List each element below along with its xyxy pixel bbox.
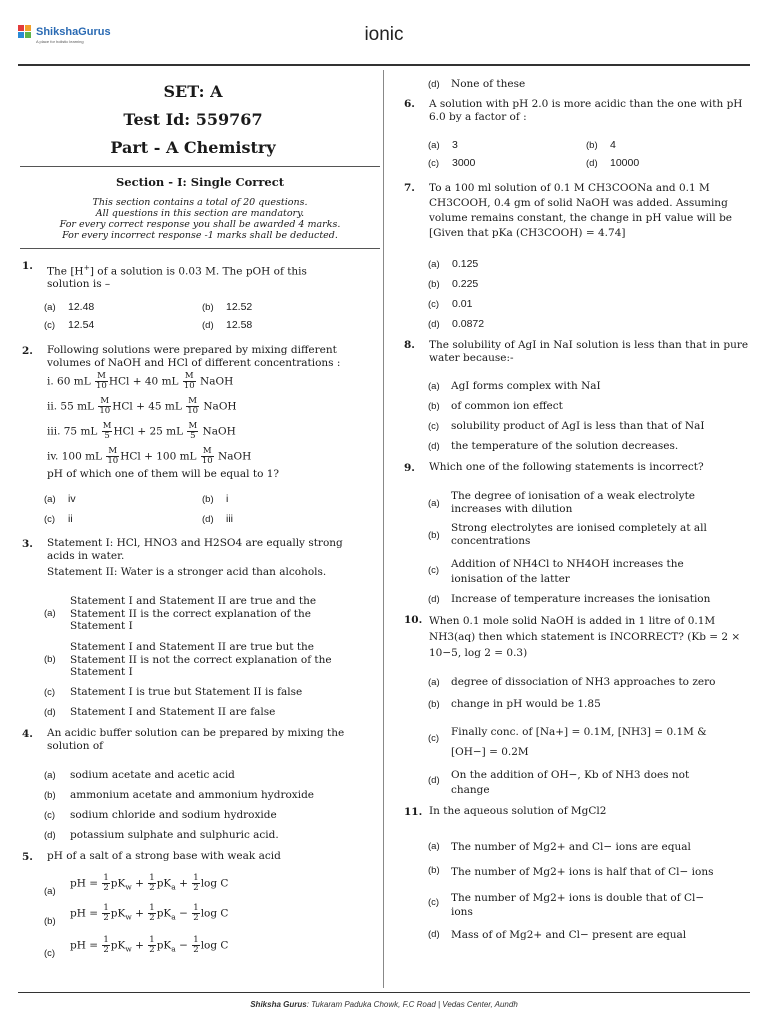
option-text[interactable]: None of these [451, 78, 526, 90]
mixture-line: iv. 100 mL $\frac{M}{10}$ HCl + 100 mL $\frac{M}{10}$ NaOH [47, 446, 252, 466]
option-text[interactable]: The number of Mg2+ and Cl− ions are equal [451, 841, 691, 853]
footer-divider [18, 992, 750, 993]
option-text[interactable]: 4 [610, 139, 616, 151]
question-text: The solubility of AgI in NaI solution is less than that in pure water because:- [429, 339, 749, 364]
question-number: 6. [404, 98, 415, 110]
question-number: 11. [404, 806, 423, 818]
test-id: Test Id: 559767 [123, 110, 263, 129]
section-instructions: This section contains a total of 20 questions. All questions in this section are mandatory. For every correct response you shall be awarded 4 marks. For every incorrect response -1 marks shall be deducted. [59, 197, 341, 241]
option-text[interactable]: 12.54 [68, 319, 95, 331]
option-text[interactable]: of common ion effect [451, 400, 563, 412]
shikshagurus-logo: ShikshaGurus A place for holistic learning [18, 22, 113, 50]
question-number: 8. [404, 339, 415, 351]
option-text[interactable]: The number of Mg2+ ions is double that of Cl− ions [451, 892, 705, 918]
question-number: 9. [404, 462, 415, 474]
option-text[interactable]: change in pH would be 1.85 [451, 698, 601, 710]
option-text[interactable]: ii [68, 513, 73, 525]
option-text[interactable]: degree of dissociation of NH3 approaches to zero [451, 676, 716, 688]
question-number: 2. [22, 345, 33, 357]
option-text[interactable]: Mass of of Mg2+ and Cl− present are equal [451, 929, 687, 941]
option-text[interactable]: potassium sulphate and sulphuric acid. [70, 829, 279, 841]
option-text[interactable]: sodium acetate and acetic acid [70, 769, 235, 781]
mixture-line: iii. 75 mL $\frac{M}{5}$ HCl + 25 mL $\frac{M}{5}$ NaOH [47, 421, 236, 441]
option-text[interactable]: 10000 [610, 157, 640, 169]
section-title: Section - I: Single Correct [115, 175, 285, 189]
option-text[interactable]: Increase of temperature increases the ionisation [451, 593, 711, 605]
question-text: A solution with pH 2.0 is more acidic than the one with pH 6.0 by a factor of : [429, 98, 743, 123]
mixture-line: i. 60 mL $\frac{M}{10}$ HCl + 40 mL $\frac{M}{10}$ NaOH [47, 371, 234, 391]
option-text[interactable]: Addition of NH4Cl to NH4OH increases the ionisation of the latter [451, 558, 684, 585]
option-formula[interactable]: pH = $\frac{1}{2}$ $pK_w$ + $\frac{1}{2}$ $pK_a$ − $\frac{1}{2}$ log C [70, 903, 229, 923]
option-text[interactable]: iv [68, 493, 76, 505]
option-text[interactable]: Statement I and Statement II are true but the Statement II is not the correct explanation of the Statement I [70, 641, 332, 678]
option-text[interactable]: 3000 [452, 157, 476, 169]
option-text[interactable]: 0.225 [452, 278, 479, 290]
question-number: 5. [22, 851, 33, 863]
question-number: 7. [404, 182, 415, 194]
question-text: When 0.1 mole solid NaOH is added in 1 litre of 0.1M NH3(aq) then which statement is INCORRECT? (Kb = 2 × 10−5, log 2 = 0.3) [429, 615, 741, 659]
option-text[interactable]: the temperature of the solution decreases. [451, 440, 679, 452]
option-text[interactable]: 0.01 [452, 298, 473, 310]
question-text: pH of a salt of a strong base with weak acid [47, 850, 281, 862]
question-number: 4. [22, 728, 33, 740]
question-text: An acidic buffer solution can be prepared by mixing the solution of [47, 727, 345, 752]
option-text[interactable]: sodium chloride and sodium hydroxide [70, 809, 277, 821]
question-text: Statement I: HCl, HNO3 and H2SO4 are equally strong acids in water. [47, 537, 343, 562]
mixture-line: ii. 55 mL $\frac{M}{10}$ HCl + 45 mL $\frac{M}{10}$ NaOH [47, 396, 237, 416]
option-text[interactable]: Finally conc. of [Na+] = 0.1M, [NH3] = 0.1M & [OH−] = 0.2M [451, 726, 707, 758]
option-text[interactable]: 3 [452, 139, 458, 151]
question-text: Which one of the following statements is incorrect? [429, 461, 704, 473]
question-number: 10. [404, 614, 423, 626]
option-text[interactable]: AgI forms complex with NaI [451, 380, 601, 392]
option-text[interactable]: Statement I is true but Statement II is false [70, 686, 303, 698]
set-label: SET: A [163, 82, 223, 101]
option-formula[interactable]: pH = $\frac{1}{2}$ $pK_w$ + $\frac{1}{2}$ $pK_a$ − $\frac{1}{2}$ log C [70, 935, 229, 955]
question-text: In the aqueous solution of MgCl2 [429, 805, 607, 817]
question-number: 1. [22, 260, 33, 272]
part-title: Part - A Chemistry [110, 138, 276, 157]
option-text[interactable]: Statement I and Statement II are false [70, 706, 276, 718]
option-text[interactable]: Statement I and Statement II are true and the Statement II is the correct explanation of the Statement I [70, 595, 317, 632]
question-text: The [H+] of a solution is 0.03 M. The pOH of this solution is – [47, 263, 307, 290]
option-formula[interactable]: pH = $\frac{1}{2}$ $pK_w$ + $\frac{1}{2}$ $pK_a$ + $\frac{1}{2}$ log C [70, 873, 229, 893]
option-text[interactable]: 0.0872 [452, 318, 485, 330]
option-text[interactable]: The degree of ionisation of a weak electrolyte increases with dilution [451, 490, 696, 515]
option-text[interactable]: 12.48 [68, 301, 95, 313]
option-text[interactable]: 0.125 [452, 258, 479, 270]
option-text[interactable]: solubility product of AgI is less than that of NaI [451, 420, 705, 432]
option-text[interactable]: iii [226, 513, 233, 525]
header-divider [18, 64, 750, 66]
question-text: Following solutions were prepared by mixing different volumes of NaOH and HCl of different concentrations : [47, 344, 341, 369]
option-text[interactable]: Strong electrolytes are ionised completely at all concentrations [451, 522, 707, 547]
option-text[interactable]: The number of Mg2+ ions is half that of Cl− ions [451, 866, 714, 878]
question-number: 3. [22, 538, 33, 550]
option-text[interactable]: ammonium acetate and ammonium hydroxide [70, 789, 315, 801]
option-text[interactable]: i [226, 493, 229, 505]
option-text[interactable]: 12.52 [226, 301, 253, 313]
page-title: ionic [364, 24, 404, 45]
option-text[interactable]: On the addition of OH−, Kb of NH3 does not change [451, 769, 690, 796]
column-divider [383, 70, 384, 988]
option-text[interactable]: 12.58 [226, 319, 253, 331]
question-text: To a 100 ml solution of 0.1 M CH3COONa and 0.1 M CH3COOH, 0.4 gm of solid NaOH was added. Assuming volume remains constant, the change in pH value will be [Given that pKa (CH3COOH) = 4.74] [429, 182, 733, 239]
footer: Shiksha Gurus: Tukaram Paduka Chowk, F.C Road | Vedas Center, Aundh [250, 1000, 518, 1009]
